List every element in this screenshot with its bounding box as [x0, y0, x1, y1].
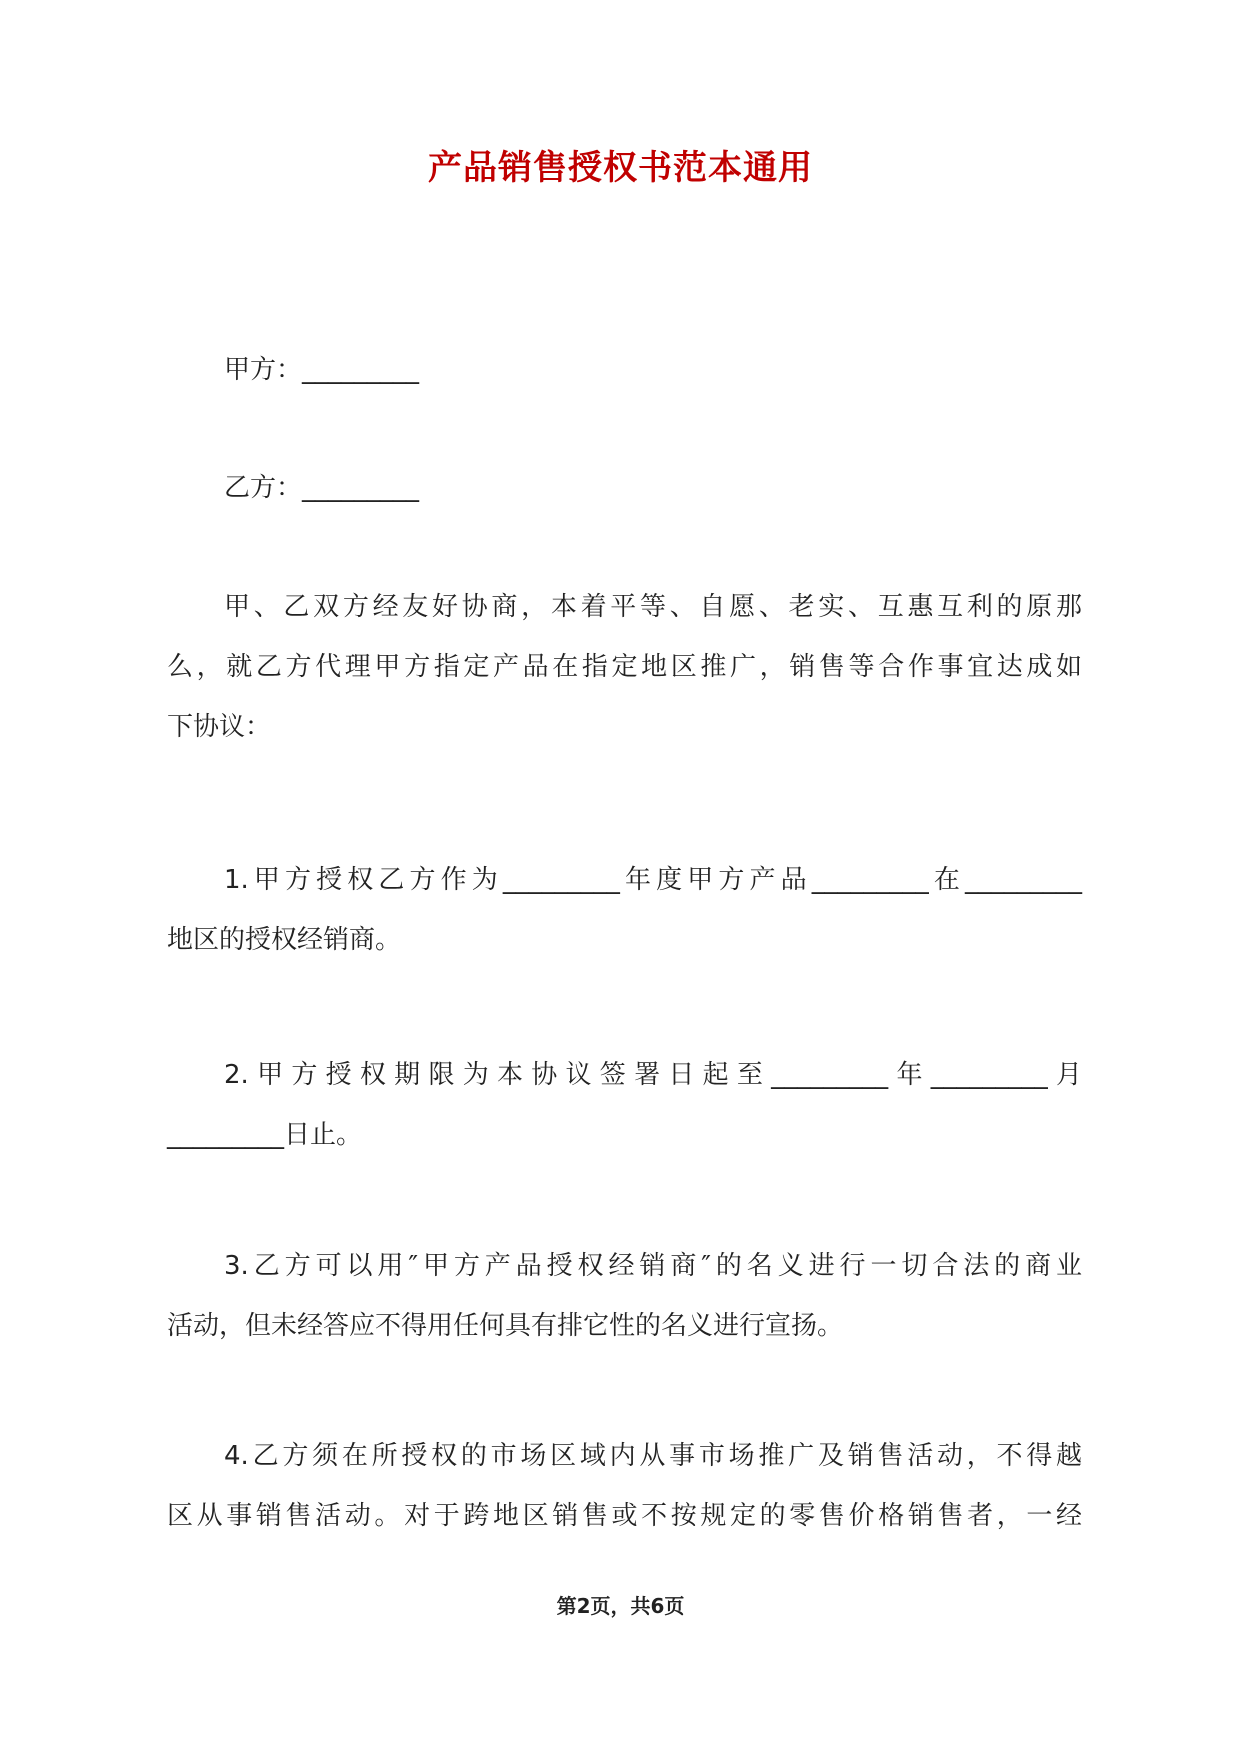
party-b-line: [167, 458, 1082, 518]
intro-paragraph: [167, 577, 1082, 757]
party-b-text: 乙方：_________: [224, 473, 420, 503]
party-a-text: 甲方：_________: [224, 355, 420, 385]
clause-1: [167, 850, 1082, 970]
party-a-line: [167, 340, 1082, 400]
clause-4: [167, 1426, 1082, 1546]
paragraph-line: _________日止。: [167, 1120, 363, 1150]
paragraph-line: 1.甲方授权乙方作为_________年度甲方产品_________在_________: [224, 865, 1082, 895]
document-title: 产品销售授权书范本通用: [428, 148, 813, 188]
paragraph-line: 么，就乙方代理甲方指定产品在指定地区推广，销售等合作事宜达成如: [167, 652, 1082, 682]
paragraph-line: 甲、乙双方经友好协商，本着平等、自愿、老实、互惠互利的原那: [224, 592, 1082, 622]
paragraph-line: 4.乙方须在所授权的市场区域内从事市场推广及销售活动，不得越: [224, 1441, 1082, 1471]
clause-2: [167, 1045, 1082, 1165]
paragraph-line: 2.甲方授权期限为本协议签署日起至_________年_________月: [224, 1060, 1082, 1090]
page-number-footer: 第2页，共6页: [556, 1594, 685, 1618]
paragraph-line: 3.乙方可以用″甲方产品授权经销商″的名义进行一切合法的商业: [224, 1251, 1082, 1281]
clause-3: [167, 1236, 1082, 1356]
paragraph-line: 活动，但未经答应不得用任何具有排它性的名义进行宣扬。: [167, 1311, 844, 1341]
paragraph-line: 区从事销售活动。对于跨地区销售或不按规定的零售价格销售者，一经: [167, 1501, 1082, 1531]
paragraph-line: 地区的授权经销商。: [167, 925, 402, 955]
paragraph-line: 下协议：: [167, 712, 272, 742]
